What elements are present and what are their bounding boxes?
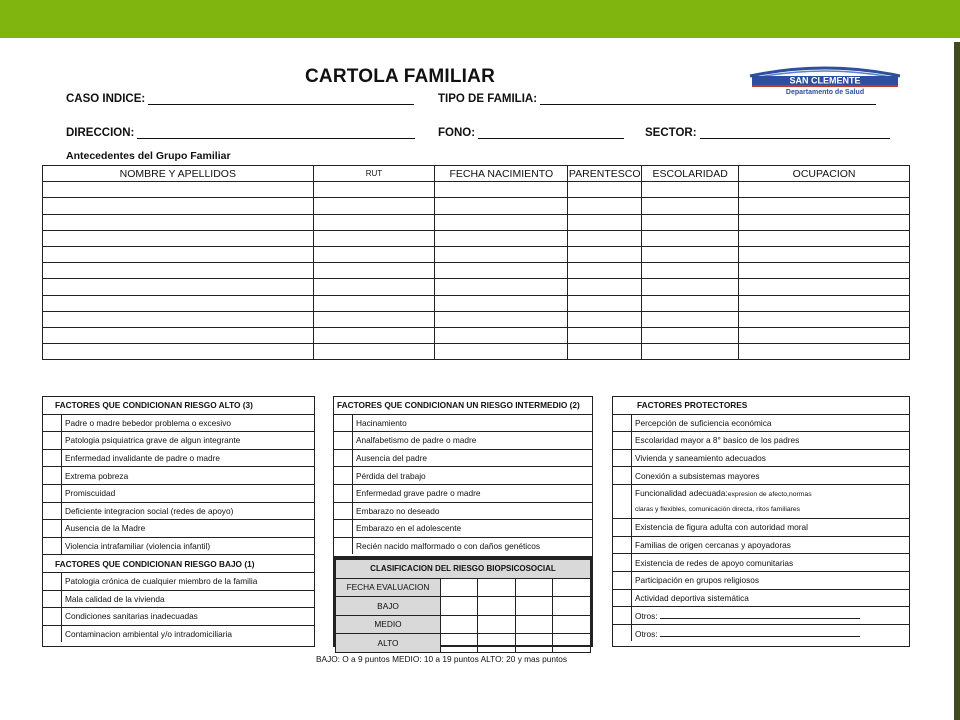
list-item[interactable] [43, 572, 314, 590]
table-row [336, 578, 591, 597]
table-cell[interactable] [313, 327, 435, 343]
checkbox[interactable] [613, 536, 632, 554]
list-item[interactable] [334, 467, 592, 485]
table-cell[interactable] [568, 279, 642, 295]
table-cell[interactable] [642, 327, 739, 343]
direccion-label: DIRECCION: [66, 127, 135, 139]
list-item[interactable] [334, 414, 592, 432]
table-row [336, 634, 591, 653]
checkbox[interactable] [613, 484, 632, 501]
list-item[interactable] [43, 449, 314, 467]
list-item[interactable] [43, 467, 314, 485]
table-cell[interactable] [568, 230, 642, 246]
protector-item: Percepción de suficiencia económica [632, 414, 910, 432]
table-cell[interactable] [435, 327, 568, 343]
tipo-familia-label: TIPO DE FAMILIA: [438, 93, 538, 105]
table-row [43, 327, 910, 343]
checkbox[interactable] [43, 414, 62, 432]
list-item[interactable] [613, 414, 909, 432]
otros-label: Otros: [635, 610, 658, 621]
checkbox[interactable] [334, 537, 353, 554]
table-cell[interactable] [43, 230, 314, 246]
riesgo-alto-item: Deficiente integracion social (redes de apoyo) [62, 502, 315, 520]
table-row [43, 295, 910, 311]
checkbox[interactable] [334, 467, 353, 485]
otros-input-line[interactable] [660, 628, 860, 637]
checkbox[interactable] [43, 502, 62, 520]
table-cell[interactable] [739, 279, 910, 295]
table-cell[interactable] [435, 198, 568, 214]
riesgo-alto-bajo-panel [42, 396, 315, 647]
table-cell[interactable] [568, 295, 642, 311]
checkbox[interactable] [334, 520, 353, 538]
riesgo-alto-item: Padre o madre bebedor problema o excesivo [62, 414, 315, 432]
table-cell[interactable] [739, 182, 910, 198]
clasificacion-label: ALTO [336, 634, 441, 653]
right-accent-bar [954, 42, 960, 720]
riesgo-intermedio-title: FACTORES QUE CONDICIONAN UN RIESGO INTERMEDIO (2) [337, 400, 580, 411]
caso-indice-field[interactable] [66, 93, 414, 105]
table-cell[interactable] [739, 344, 910, 360]
table-cell[interactable] [642, 279, 739, 295]
antecedentes-title: Antecedentes del Grupo Familiar [66, 150, 231, 162]
table-cell[interactable] [739, 327, 910, 343]
list-item[interactable] [613, 519, 909, 537]
eval-cell[interactable] [478, 578, 515, 597]
table-cell[interactable] [43, 198, 314, 214]
list-item[interactable] [334, 520, 592, 538]
list-item[interactable] [613, 571, 909, 589]
table-cell[interactable] [568, 246, 642, 262]
tipo-familia-field[interactable] [438, 93, 876, 105]
list-item[interactable] [334, 449, 592, 467]
riesgo-alto-title: FACTORES QUE CONDICIONAN RIESGO ALTO (3) [55, 400, 253, 411]
eval-cell[interactable] [478, 615, 515, 634]
table-cell[interactable] [313, 295, 435, 311]
otros-label: Otros: [635, 628, 658, 639]
table-cell[interactable] [313, 230, 435, 246]
sector-label: SECTOR: [645, 127, 697, 139]
table-row [43, 263, 910, 279]
riesgo-alto-item: Promiscuidad [62, 484, 315, 502]
table-row [43, 182, 910, 198]
eval-cell[interactable] [441, 578, 478, 597]
table-cell[interactable] [568, 198, 642, 214]
table-cell[interactable] [435, 230, 568, 246]
table-cell[interactable] [642, 246, 739, 262]
checkbox[interactable] [613, 519, 632, 537]
list-item[interactable] [613, 554, 909, 572]
eval-cell[interactable] [478, 634, 515, 653]
table-cell[interactable] [43, 327, 314, 343]
table-cell[interactable] [739, 230, 910, 246]
riesgo-bajo-item: Mala calidad de la vivienda [62, 590, 315, 608]
riesgo-bajo-item: Condiciones sanitarias inadecuadas [62, 608, 315, 626]
table-cell[interactable] [568, 344, 642, 360]
table-cell[interactable] [435, 214, 568, 230]
table-row [43, 279, 910, 295]
table-cell[interactable] [642, 230, 739, 246]
table-cell[interactable] [642, 214, 739, 230]
clasificacion-panel [333, 557, 593, 647]
table-cell[interactable] [313, 214, 435, 230]
table-cell[interactable] [568, 214, 642, 230]
riesgo-intermedio-item: Enfermedad grave padre o madre [353, 484, 593, 502]
family-table [42, 165, 910, 360]
score-legend: BAJO: O a 9 puntos MEDIO: 10 a 19 puntos ALTO: 20 y mas puntos [316, 654, 568, 664]
riesgo-intermedio-item: Ausencia del padre [353, 449, 593, 467]
checkbox[interactable] [43, 520, 62, 538]
list-item[interactable] [334, 432, 592, 450]
table-cell[interactable] [642, 263, 739, 279]
checkbox[interactable] [43, 537, 62, 555]
checkbox[interactable] [613, 589, 632, 607]
riesgo-intermedio-item: Embarazo en el adolescente [353, 520, 593, 538]
riesgo-intermedio-item: Pérdida del trabajo [353, 467, 593, 485]
table-cell[interactable] [313, 344, 435, 360]
table-cell[interactable] [43, 246, 314, 262]
caso-indice-label: CASO INDICE: [66, 93, 146, 105]
table-row [43, 246, 910, 262]
table-cell[interactable] [313, 311, 435, 327]
eval-cell[interactable] [515, 634, 552, 653]
table-cell[interactable] [435, 295, 568, 311]
table-row [336, 597, 591, 616]
list-item[interactable] [43, 608, 314, 626]
table-cell[interactable] [568, 327, 642, 343]
protector-item: Existencia de figura adulta con autoridad moral [632, 519, 910, 537]
direccion-field[interactable] [66, 127, 415, 139]
list-item[interactable] [613, 484, 909, 501]
table-cell[interactable] [43, 344, 314, 360]
table-cell[interactable] [642, 198, 739, 214]
table-cell[interactable] [313, 279, 435, 295]
otros-input-line[interactable] [660, 610, 860, 619]
fono-field[interactable] [438, 127, 624, 139]
list-item[interactable] [43, 625, 314, 642]
riesgo-alto-item: Enfermedad invalidante de padre o madre [62, 449, 315, 467]
list-item[interactable] [43, 520, 314, 538]
protectores-panel [612, 396, 910, 647]
protector-item: claras y flexibles, comunicación directa, ritos familiares [635, 506, 801, 514]
protector-item: Actividad deportiva sistemática [632, 589, 910, 607]
table-cell[interactable] [739, 263, 910, 279]
funcionalidad-detail: expresion de afecto,normas [727, 491, 812, 499]
riesgo-alto-item: Patologia psiquiatrica grave de algun integrante [62, 432, 315, 450]
col-fecha-nacimiento: FECHA NACIMIENTO [435, 166, 568, 182]
protector-item-label: Funcionalidad adecuada: [635, 488, 728, 499]
table-cell[interactable] [642, 182, 739, 198]
col-rut: RUT [313, 166, 435, 182]
checkbox[interactable] [43, 467, 62, 485]
eval-cell[interactable] [515, 597, 552, 616]
eval-cell[interactable] [553, 615, 591, 634]
protector-item [632, 624, 910, 641]
riesgo-intermedio-item: Recién nacido malformado o con daños genéticos [353, 537, 593, 554]
checkbox[interactable] [334, 432, 353, 450]
eval-cell[interactable] [441, 597, 478, 616]
list-item[interactable] [334, 502, 592, 520]
list-item[interactable] [613, 432, 909, 450]
checkbox[interactable] [334, 449, 353, 467]
riesgo-alto-item: Extrema pobreza [62, 467, 315, 485]
protector-item: Familias de origen cercanas y apoyadoras [632, 536, 910, 554]
riesgo-intermedio-item: Hacinamiento [353, 414, 593, 432]
table-cell[interactable] [435, 263, 568, 279]
protector-item: Participación en grupos religiosos [632, 571, 910, 589]
riesgo-intermedio-item: Analfabetismo de padre o madre [353, 432, 593, 450]
checkbox[interactable] [613, 449, 632, 467]
table-cell[interactable] [313, 198, 435, 214]
riesgo-alto-item: Violencia intrafamiliar (violencia infantil) [62, 537, 315, 555]
table-cell[interactable] [739, 311, 910, 327]
san-clemente-logo [740, 64, 910, 96]
eval-cell[interactable] [553, 578, 591, 597]
protector-item [632, 607, 910, 625]
table-cell[interactable] [43, 182, 314, 198]
table-cell[interactable] [739, 198, 910, 214]
table-cell[interactable] [642, 311, 739, 327]
riesgo-bajo-item: Contaminacion ambiental y/o intradomiciliaria [62, 625, 315, 642]
list-item[interactable] [43, 414, 314, 432]
checkbox[interactable] [613, 467, 632, 485]
table-cell[interactable] [568, 263, 642, 279]
table-cell[interactable] [313, 182, 435, 198]
table-cell[interactable] [43, 279, 314, 295]
checkbox[interactable] [43, 590, 62, 608]
clasificacion-label: FECHA EVALUACION [336, 578, 441, 597]
table-row [336, 615, 591, 634]
eval-cell[interactable] [553, 634, 591, 653]
list-item[interactable] [613, 449, 909, 467]
table-row [43, 230, 910, 246]
checkbox[interactable] [43, 449, 62, 467]
eval-cell[interactable] [441, 615, 478, 634]
list-item[interactable] [43, 590, 314, 608]
fono-label: FONO: [438, 127, 476, 139]
list-item[interactable] [43, 502, 314, 520]
protector-item: Existencia de redes de apoyo comunitarias [632, 554, 910, 572]
table-cell[interactable] [435, 344, 568, 360]
table-row [43, 344, 910, 360]
checkbox[interactable] [613, 502, 632, 519]
table-cell[interactable] [435, 279, 568, 295]
list-item[interactable] [334, 484, 592, 502]
table-cell[interactable] [739, 246, 910, 262]
table-cell[interactable] [435, 246, 568, 262]
checkbox[interactable] [613, 554, 632, 572]
checkbox[interactable] [334, 414, 353, 432]
list-item[interactable] [334, 537, 592, 554]
table-cell[interactable] [435, 182, 568, 198]
clasificacion-title: CLASIFICACION DEL RIESGO BIOPSICOSOCIAL [336, 560, 591, 579]
protector-item: Conexión a subsistemas mayores [632, 467, 910, 485]
checkbox[interactable] [43, 572, 62, 590]
table-cell[interactable] [568, 182, 642, 198]
list-item[interactable] [43, 484, 314, 502]
protector-item: Escolaridad mayor a 8° basico de los padres [632, 432, 910, 450]
sector-field[interactable] [645, 127, 890, 139]
page-title: CARTOLA FAMILIAR [304, 66, 496, 87]
list-item[interactable] [613, 607, 909, 625]
table-cell[interactable] [313, 246, 435, 262]
eval-cell[interactable] [441, 634, 478, 653]
checkbox[interactable] [613, 432, 632, 450]
clasificacion-label: BAJO [336, 597, 441, 616]
list-item[interactable] [613, 624, 909, 641]
table-cell[interactable] [568, 311, 642, 327]
top-accent-bar [0, 0, 960, 38]
list-item[interactable] [613, 467, 909, 485]
eval-cell[interactable] [553, 597, 591, 616]
table-cell[interactable] [642, 295, 739, 311]
list-item[interactable] [43, 537, 314, 555]
riesgo-intermedio-panel [333, 396, 593, 557]
eval-cell[interactable] [515, 578, 552, 597]
col-nombre: NOMBRE Y APELLIDOS [43, 166, 314, 182]
table-cell[interactable] [435, 311, 568, 327]
eval-cell[interactable] [478, 597, 515, 616]
col-parentesco: PARENTESCO [568, 166, 642, 182]
col-escolaridad: ESCOLARIDAD [642, 166, 739, 182]
list-item[interactable] [613, 536, 909, 554]
checkbox[interactable] [613, 571, 632, 589]
checkbox[interactable] [334, 502, 353, 520]
table-cell[interactable] [642, 344, 739, 360]
eval-cell[interactable] [515, 615, 552, 634]
table-cell[interactable] [739, 214, 910, 230]
list-item[interactable] [43, 432, 314, 450]
checkbox[interactable] [334, 484, 353, 502]
checkbox[interactable] [43, 625, 62, 642]
riesgo-bajo-title: FACTORES QUE CONDICIONAN RIESGO BAJO (1) [43, 555, 314, 573]
logo-top-text: SAN CLEMENTE [789, 75, 861, 86]
checkbox[interactable] [43, 432, 62, 450]
table-cell[interactable] [313, 263, 435, 279]
table-cell[interactable] [739, 295, 910, 311]
checkbox[interactable] [43, 608, 62, 626]
table-cell[interactable] [43, 295, 314, 311]
checkbox[interactable] [613, 607, 632, 625]
protector-item: Vivienda y saneamiento adecuados [632, 449, 910, 467]
col-ocupacion: OCUPACION [739, 166, 910, 182]
checkbox[interactable] [613, 624, 632, 641]
riesgo-bajo-item: Patologia crónica de cualquier miembro de la familia [62, 572, 315, 590]
protectores-title: FACTORES PROTECTORES [637, 400, 748, 411]
protector-item [632, 484, 910, 501]
checkbox[interactable] [43, 484, 62, 502]
table-cell[interactable] [43, 263, 314, 279]
table-row [43, 311, 910, 327]
table-cell[interactable] [43, 311, 314, 327]
clasificacion-label: MEDIO [336, 615, 441, 634]
list-item[interactable] [613, 589, 909, 607]
logo-bottom-text: Departamento de Salud [785, 89, 865, 96]
list-item [613, 502, 909, 519]
table-row [43, 198, 910, 214]
riesgo-alto-item: Ausencia de la Madre [62, 520, 315, 538]
riesgo-intermedio-item: Embarazo no deseado [353, 502, 593, 520]
checkbox[interactable] [613, 414, 632, 432]
table-cell[interactable] [43, 214, 314, 230]
table-row [43, 214, 910, 230]
